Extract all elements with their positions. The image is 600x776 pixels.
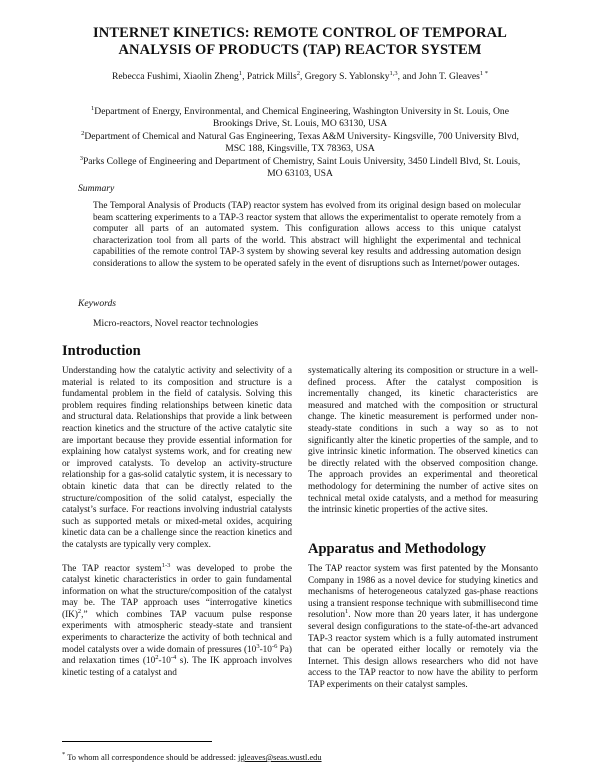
introduction-heading: Introduction: [62, 343, 141, 359]
intro-paragraph-3: systematically altering its composition or structure in a well-defined process. After the catalyst composition is incrementally changed, its kinetic characteristics are measured and matched with the composition or structural change. The kinetic measurement is performed under non-steady-state conditions in such a way so as to not significantly alter the kinetic properties of the sample, and to give intrinsic kinetic information. The observed kinetics can be directly related with the observed composition change. The approach provides an experimental and theoretical methodology for determining the number of active sites on technical metal oxide catalysts, and a method for measuring the intrinsic kinetic properties of the active sites.: [308, 366, 538, 516]
footnote-rule: [62, 741, 212, 742]
apparatus-heading: Apparatus and Methodology: [308, 541, 487, 557]
paper-title: [40, 25, 560, 59]
affiliation-list: [78, 106, 522, 181]
author-list: Rebecca Fushimi, Xiaolin Zheng$^1$, Patrick Mills$^2$, Gregory S. Yablonsky$^{1,3}$, and John T. Gleaves$^{1 *}$: [111, 69, 489, 82]
author-name: Gregory S. Yablonsky: [304, 71, 390, 82]
keywords-label: Keywords: [78, 298, 117, 309]
left-column: [62, 366, 292, 691]
footnote: * To whom all correspondence should be addressed: jgleaves@seas.wustl.edu: [62, 751, 322, 762]
affiliation: $^2$Department of Chemical and Natural Gas Engineering, Texas A&M University- Kingsville, 700 University Blvd, MSC 188, Kingsville, TX 78363, USA: [81, 129, 519, 154]
correspondence-email-link[interactable]: jgleaves@seas.wustl.edu: [238, 753, 322, 762]
author-name: Patrick Mills: [246, 71, 297, 82]
right-column-intro: [308, 366, 538, 529]
intro-paragraph-1: Understanding how the catalytic activity and selectivity of a material is related to its composition and structure is a fundamental problem in the field of catalysis. Solving this problem requires finding relationships between kinetic data and structural data. Relationships that provide a link between reaction kinetics and the structure of the active catalytic site are important because they provide essential information for explaining how catalyst systems work, and for creating new or improved catalysts. To develop an activity-structure relationship for a gas-solid catalytic system, it is necessary to obtain kinetic data that can be directly related to the structure/composition of the solid catalyst, especially the catalyst’s surface. For reactions involving industrial catalysts such as supported metals or mixed-metal oxides, acquiring kinetic data can be a challenge since the reaction kinetics and the catalysts are typically very complex.: [62, 366, 292, 550]
keywords-text: Micro-reactors, Novel reactor technologies: [93, 318, 259, 329]
summary-label: Summary: [78, 183, 115, 194]
intro-paragraph-2: The TAP reactor system$^{1-3}$ was developed to probe the catalyst kinetic characteristics in order to gain fundamental information on what the structure/composition of the catalyst may be. The TAP approach uses “interrogative kinetics (IK)$^2$,” which combines TAP vacuum pulse response experiments with atmospheric steady-state and transient experiments to characterize the activity of both technical and model catalysts over a wide domain of pressures ($10^3-10^{-6}$ Pa) and relaxation times ($10^2-10^{-4}$ s). The IK approach involves kinetic testing of a catalyst and: [62, 561, 292, 678]
author-name: Rebecca Fushimi: [111, 71, 179, 82]
apparatus-paragraph: The TAP reactor system was first patented by the Monsanto Company in 1986 as a novel device for studying kinetics and mechanisms of heterogeneous catalyzed gas-phase reactions using a transient response technique with submillisecond time resolution$^1$. Now more than 20 years later, it has undergone several design configurations to the state-of-the-art advanced TAP-3 reactor system which is a fully automated instrument that can be operated either locally or remotely via the Internet. This design allows researchers who did not have access to the TAP reactor to now have the ability to perform TAP experiments on their catalyst samples.: [308, 564, 538, 690]
affiliation: $^1$Department of Energy, Environmental, and Chemical Engineering, Washington University in St. Louis, One Brookings Drive, St. Louis, MO 63130, USA: [91, 104, 509, 129]
right-column-apparatus: [308, 564, 538, 704]
author-name: Xiaolin Zheng: [183, 71, 239, 82]
summary-text: The Temporal Analysis of Products (TAP) reactor system has evolved from its original design based on molecular beam scattering experiments to a TAP-3 reactor system that allows the experimentalist to operate remotely from a computer all parts of an automated system. This configuration allows access to this unique catalyst characterization tool from all parts of the world. This abstract will highlight the experimental and technical capabilities of the remote control TAP-3 system by showing several key results and addressing automation design considerations to allow the system to be operated safely in the event of disruptions such as Internet/power outages.: [93, 201, 521, 269]
title-line-1: INTERNET KINETICS: REMOTE CONTROL OF TEMPORAL: [93, 25, 507, 41]
title-line-2: ANALYSIS OF PRODUCTS (TAP) REACTOR SYSTEM: [118, 42, 482, 58]
affiliation: $^3$Parks College of Engineering and Department of Chemistry, Saint Louis University, 3450 Lindell Blvd, St. Louis, MO 63103, USA: [79, 154, 521, 179]
